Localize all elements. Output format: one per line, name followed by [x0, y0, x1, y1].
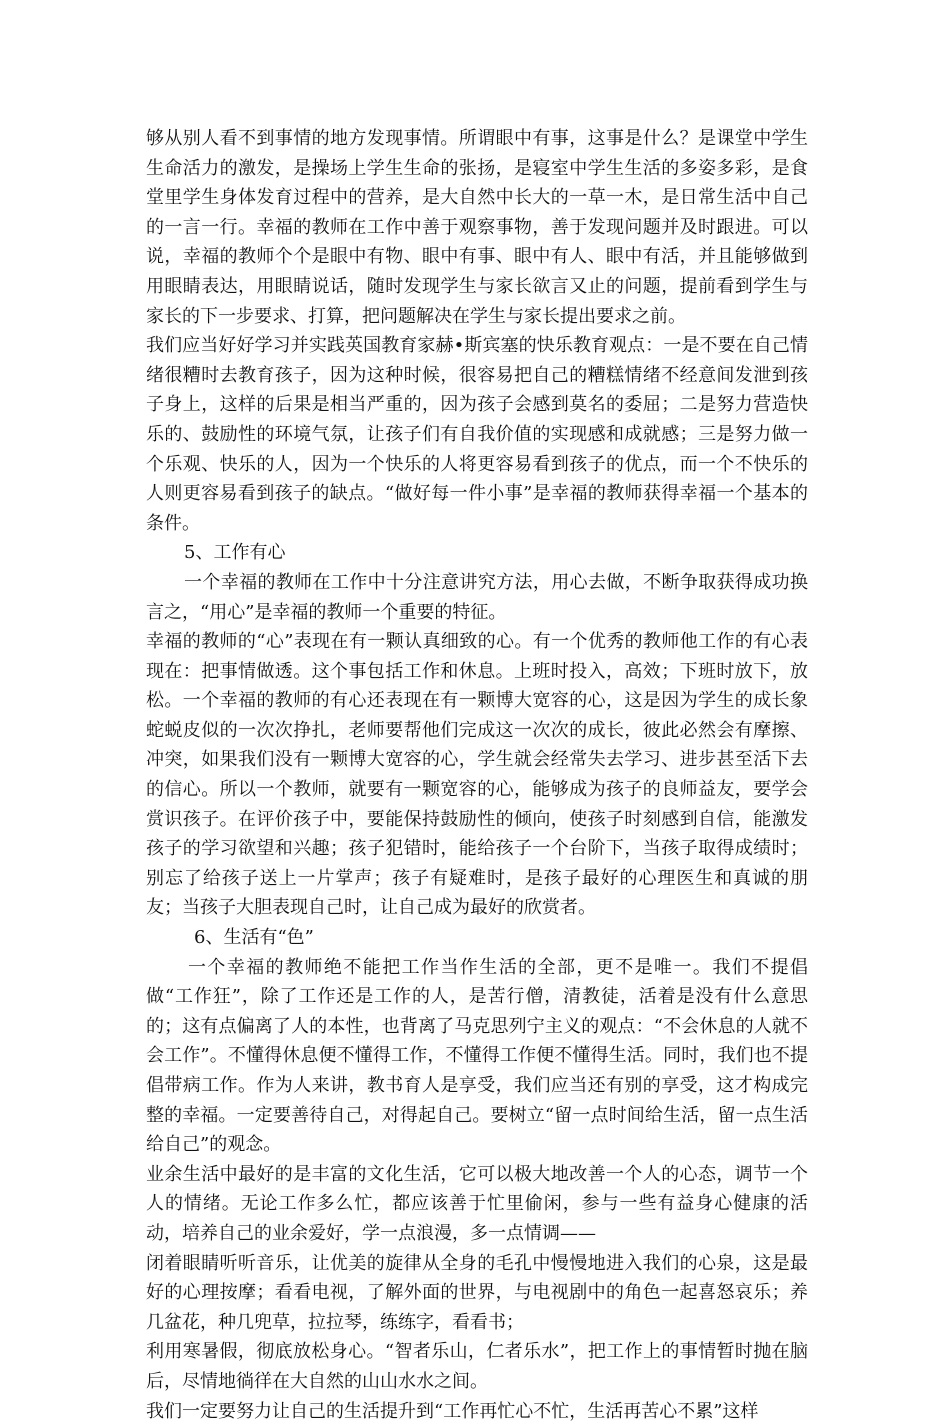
section-heading-6: 6、生活有“色” — [194, 927, 314, 949]
paragraph-happy-education: 我们应当好好学习并实践英国教育家赫•斯宾塞的快乐教育观点：一是不要在自己情绪很糟时去教育孩子，因为这种时候，很容易把自己的糟糕情绪不经意间发泄到孩子身上，这样的后果是相当严重的，因为孩子会感到莫名的委屈；二是努力营造快乐的、鼓励性的环境气氛，让孩子们有自我价值的实现感和成就感；三是努力做一个乐观、快乐的人，因为一个快乐的人将更容易看到孩子的优点，而一个不快乐的人则更容易看到孩子的缺点。“做好每一件小事”是幸福的教师获得幸福一个基本的条件。 — [146, 335, 808, 534]
paragraph-closing: 我们一定要努力让自己的生活提升到“工作再忙心不忙，生活再苦心不累”这样 — [146, 1400, 759, 1422]
paragraph-vacation: 利用寒暑假，彻底放松身心。“智者乐山，仁者乐水”，把工作上的事情暂时抛在脑后，尽情地徜徉在大自然的山山水水之间。 — [146, 1341, 808, 1392]
paragraph-life-balance: 一个幸福的教师绝不能把工作当作生活的全部，更不是唯一。我们不提倡做“工作狂”，除了工作还是工作的人，是苦行僧，清教徒，活着是没有什么意思的；这有点偏离了人的本性，也背离了马克思列宁主义的观点：“不会休息的人就不会工作”。不懂得休息便不懂得工作，不懂得工作便不懂得生活。同时，我们也不提倡带病工作。作为人来讲，教书育人是享受，我们应当还有别的享受，这才构成完整的幸福。一定要善待自己，对得起自己。要树立“留一点时间给生活，留一点生活给自己”的观念。 — [146, 956, 808, 1156]
section-heading-5: 5、工作有心 — [184, 542, 286, 564]
paragraph-careful-heart: 幸福的教师的“心”表现在有一颗认真细致的心。有一个优秀的教师他工作的有心表现在：把事情做透。这个事包括工作和休息。上班时投入，高效；下班时放下，放松。一个幸福的教师的有心还表现在有一颗博大宽容的心，这是因为学生的成长象蛇蜕皮似的一次次挣扎，老师要帮他们完成这一次次的成长，彼此必然会有摩擦、冲突，如果我们没有一颗博大宽容的心，学生就会经常失去学习、进步甚至活下去的信心。所以一个教师，就要有一颗宽容的心，能够成为孩子的良师益友，要学会赏识孩子。在评价孩子中，要能保持鼓励性的倾向，使孩子时刻感到自信，能激发孩子的学习欲望和兴趣；孩子犯错时，能给孩子一个台阶下，当孩子取得成绩时；别忘了给孩子送上一片掌声；孩子有疑难时，是孩子最好的心理医生和真诚的朋友；当孩子大胆表现自己时，让自己成为最好的欣赏者。 — [146, 631, 808, 919]
paragraph-leisure-life: 业余生活中最好的是丰富的文化生活，它可以极大地改善一个人的心态，调节一个人的情绪。无论工作多么忙，都应该善于忙里偷闲，参与一些有益身心健康的活动，培养自己的业余爱好，学一点浪漫，多一点情调—— — [146, 1163, 808, 1244]
paragraph-observation: 够从别人看不到事情的地方发现事情。所谓眼中有事，这事是什么？是课堂中学生生命活力的激发，是操场上学生生命的张扬，是寝室中学生生活的多姿多彩，是食堂里学生身体发育过程中的营养，是大自然中长大的一草一木，是日常生活中自己的一言一行。幸福的教师在工作中善于观察事物，善于发现问题并及时跟进。可以说，幸福的教师个个是眼中有物、眼中有事、眼中有人、眼中有活，并且能够做到用眼睛表达，用眼睛说话，随时发现学生与家长欲言又止的问题，提前看到学生与家长的下一步要求、打算，把问题解决在学生与家长提出要求之前。 — [146, 128, 808, 327]
document-body — [146, 124, 808, 1426]
paragraph-work-method: 一个幸福的教师在工作中十分注意讲究方法，用心去做，不断争取获得成功换言之，“用心”是幸福的教师一个重要的特征。 — [146, 571, 808, 623]
paragraph-music-tv: 闭着眼睛听听音乐，让优美的旋律从全身的毛孔中慢慢地进入我们的心泉，这是最好的心理按摩；看看电视，了解外面的世界，与电视剧中的角色一起喜怒哀乐；养几盆花，种几兜草，拉拉琴，练练字，看看书； — [146, 1252, 808, 1333]
